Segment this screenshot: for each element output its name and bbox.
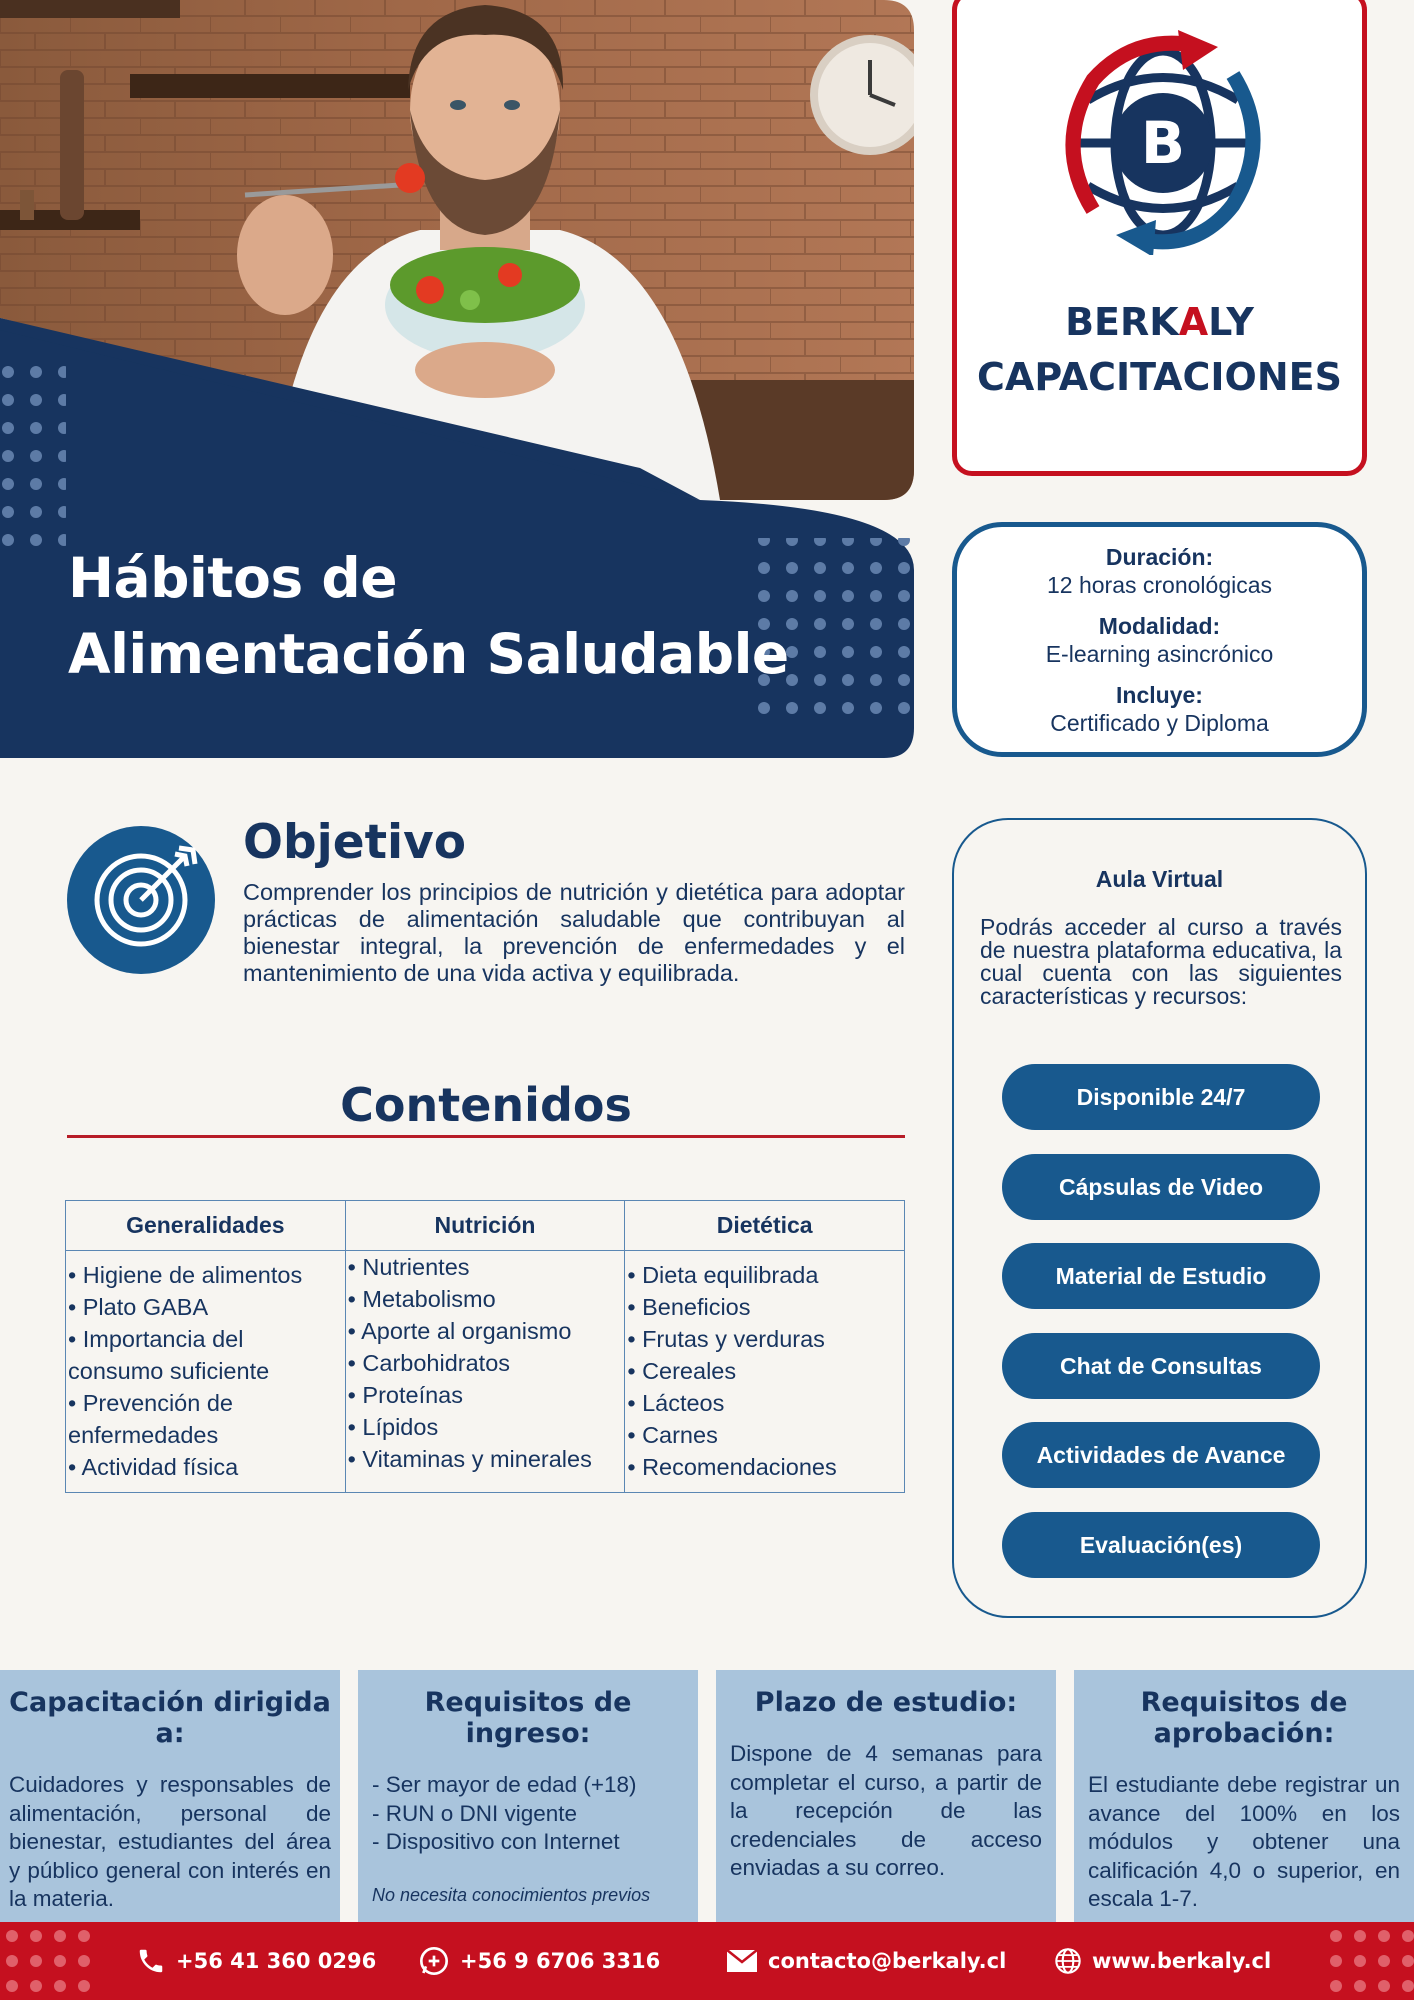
list-item: • Dieta equilibrada <box>627 1262 819 1288</box>
objetivo-text: Comprender los principios de nutrición y dietética para adoptar prácticas de alimentación saludable que contribuyan al bienestar integral, la prevención de enfermedades y el mantenimiento de una vida activa y equilibrada. <box>243 879 905 986</box>
aprobacion-column <box>1074 1670 1414 1922</box>
aula-virtual-card <box>952 818 1367 1618</box>
brand-name: BERKALY CAPACITACIONES <box>977 300 1342 399</box>
ingreso-column <box>358 1670 698 1922</box>
ingreso-note: No necesita conocimientos previos <box>372 1884 651 1905</box>
aprobacion-text: El estudiante debe registrar un avance del 100% en los módulos y obtener una calificación 4,0 o superior, en escala 1-7. <box>1088 1772 1400 1911</box>
modalidad-value: E-learning asincrónico <box>1045 641 1274 667</box>
list-item: • Plato GABA <box>68 1294 209 1320</box>
aula-text: Podrás acceder al curso a través de nuestra plataforma educativa, la cual cuenta con las siguientes características y recursos: <box>980 914 1342 1009</box>
contenidos-title: Contenidos <box>340 1078 632 1132</box>
list-item: • Metabolismo <box>347 1286 496 1312</box>
contenidos-table <box>65 1200 905 1493</box>
list-item: • Lácteos <box>627 1390 725 1416</box>
whatsapp-contact[interactable]: +56 9 6706 3316 <box>418 1922 660 2000</box>
list-item: - RUN o DNI vigente <box>372 1800 578 1826</box>
website-contact[interactable]: www.berkaly.cl <box>1054 1922 1271 2000</box>
course-title: Hábitos de Alimentación Saludable <box>68 546 789 686</box>
header-dietetica: Dietética <box>625 1201 905 1251</box>
target-icon <box>67 826 215 974</box>
email-contact[interactable]: contacto@berkaly.cl <box>726 1922 1006 2000</box>
incluye-label: Incluye: <box>1116 682 1203 708</box>
disponible-button[interactable]: Disponible 24/7 <box>1002 1064 1320 1130</box>
dietetica-list <box>625 1251 905 1493</box>
list-item: • Cereales <box>627 1358 737 1384</box>
list-item: • Frutas y verduras <box>627 1326 825 1352</box>
ingreso-title: Requisitos de ingreso: <box>424 1687 632 1749</box>
phone-contact[interactable]: +56 41 360 0296 <box>136 1922 376 2000</box>
dot-pattern-left <box>0 366 66 546</box>
list-item: • Importancia del consumo suficiente <box>68 1326 270 1384</box>
list-item: • Proteínas <box>347 1382 463 1408</box>
list-item: • Higiene de alimentos <box>68 1262 303 1288</box>
course-info-card <box>952 522 1367 757</box>
list-item: - Dispositivo con Internet <box>372 1829 620 1854</box>
contact-footer <box>0 1922 1414 2000</box>
contenidos-divider <box>67 1135 905 1138</box>
brand-card <box>952 0 1367 476</box>
list-item: • Carnes <box>627 1422 718 1448</box>
capsulas-video-button[interactable]: Cápsulas de Video <box>1002 1154 1320 1220</box>
objetivo-title: Objetivo <box>243 815 467 870</box>
dirigida-title: Capacitación dirigida a: <box>9 1687 331 1749</box>
svg-text:B: B <box>1140 109 1186 177</box>
plazo-text: Dispone de 4 semanas para completar el curso, a partir de la recepción de las credenciales de acceso enviadas a su correo. <box>730 1741 1042 1880</box>
evaluaciones-button[interactable]: Evaluación(es) <box>1002 1512 1320 1578</box>
dot-pattern-footer-right <box>1324 1922 1414 2000</box>
duracion-label: Duración: <box>1105 544 1214 570</box>
list-item: • Aporte al organismo <box>347 1318 572 1344</box>
list-item: - Ser mayor de edad (+18) <box>372 1772 637 1797</box>
material-estudio-button[interactable]: Material de Estudio <box>1002 1243 1320 1309</box>
dirigida-text: Cuidadores y responsables de alimentación, personal de bienestar, estudiantes del área y público general con interés en la materia. <box>9 1772 331 1911</box>
header-nutricion: Nutrición <box>345 1201 625 1251</box>
list-item: • Nutrientes <box>347 1254 470 1280</box>
plazo-title: Plazo de estudio: <box>754 1687 1018 1718</box>
hero-banner <box>0 0 914 760</box>
ingreso-list <box>358 1771 698 1857</box>
list-item: • Carbohidratos <box>347 1350 511 1376</box>
plazo-column <box>716 1670 1056 1922</box>
mail-icon <box>726 1949 758 1973</box>
list-item: • Prevención de enfermedades <box>68 1390 233 1448</box>
incluye-value: Certificado y Diploma <box>1050 710 1269 736</box>
nutricion-list <box>345 1251 625 1493</box>
aprobacion-title: Requisitos de aprobación: <box>1140 1687 1348 1749</box>
globe-icon <box>1054 1947 1082 1975</box>
dirigida-column <box>0 1670 340 1922</box>
header-generalidades: Generalidades <box>66 1201 346 1251</box>
list-item: • Vitaminas y minerales <box>347 1446 592 1472</box>
duracion-value: 12 horas cronológicas <box>1046 572 1273 598</box>
phone-icon <box>136 1946 166 1976</box>
generalidades-list <box>66 1251 346 1493</box>
chat-consultas-button[interactable]: Chat de Consultas <box>1002 1333 1320 1399</box>
list-item: • Recomendaciones <box>627 1454 837 1480</box>
list-item: • Lípidos <box>347 1414 439 1440</box>
modalidad-label: Modalidad: <box>1098 613 1221 639</box>
list-item: • Actividad física <box>68 1454 239 1480</box>
dot-pattern-footer-left <box>0 1922 100 2000</box>
berkaly-globe-logo <box>1058 25 1268 255</box>
whatsapp-icon <box>418 1945 450 1977</box>
aula-title: Aula Virtual <box>1095 866 1224 892</box>
actividades-avance-button[interactable]: Actividades de Avance <box>1002 1422 1320 1488</box>
list-item: • Beneficios <box>627 1294 751 1320</box>
